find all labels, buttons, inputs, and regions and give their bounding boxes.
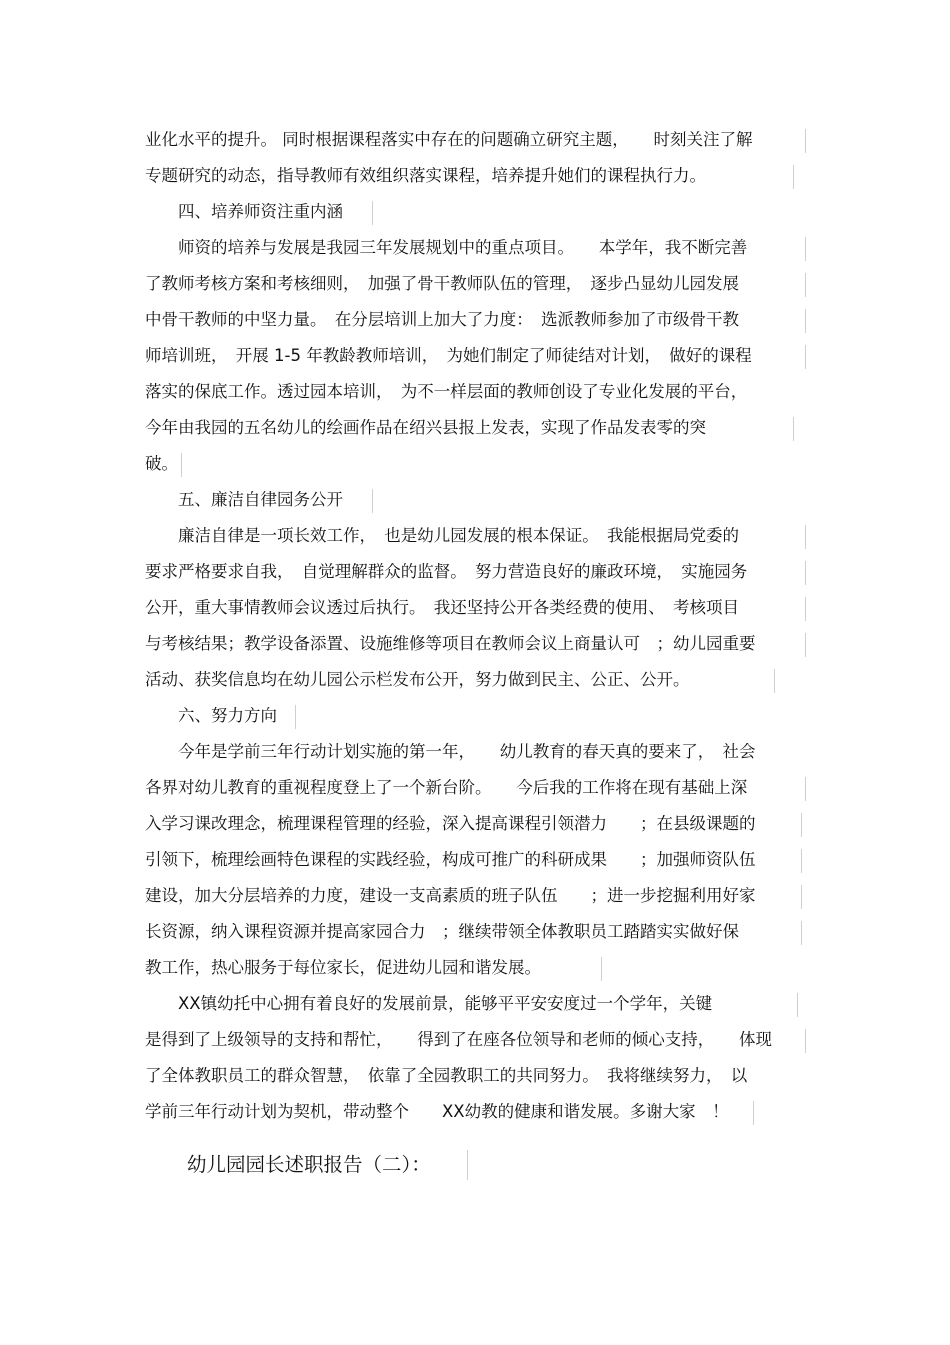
text-line: 长资源，纳入课程资源并提高家园合力 ；继续带领全体教职员工踏踏实实做好保	[145, 915, 739, 949]
section-heading: 五、廉洁自律园务公开	[145, 483, 343, 517]
text-line: 破。	[145, 447, 178, 481]
text-line: 今年由我园的五名幼儿的绘画作品在绍兴县报上发表，实现了作品发表零的突	[145, 411, 706, 445]
text-line: 建设，加大分层培养的力度，建设一支高素质的班子队伍 ；进一步挖掘利用好家	[145, 879, 756, 913]
text-line: 了教师考核方案和考核细则， 加强了骨干教师队伍的管理， 逐步凸显幼儿园发展	[145, 267, 739, 301]
text-line: 师培训班， 开展 1-5 年教龄教师培训， 为她们制定了师徒结对计划， 做好的课程	[145, 339, 752, 373]
text-line: 是得到了上级领导的支持和帮忙， 得到了在座各位领导和老师的倾心支持， 体现	[145, 1023, 772, 1057]
text-line: 学前三年行动计划为契机，带动整个 XX幼教的健康和谐发展。多谢大家 ！	[145, 1095, 729, 1129]
text-line: XX镇幼托中心拥有着良好的发展前景，能够平平安安度过一个学年，关键	[145, 987, 712, 1021]
text-line: 师资的培养与发展是我园三年发展规划中的重点项目。 本学年，我不断完善	[145, 231, 747, 265]
section-heading: 六、努力方向	[145, 699, 277, 733]
text-line: 教工作，热心服务于每位家长，促进幼儿园和谐发展。	[145, 951, 541, 985]
text-line: 入学习课改理念，梳理课程管理的经验，深入提高课程引领潜力 ；在县级课题的	[145, 807, 756, 841]
text-line: 了全体教职员工的群众智慧， 依靠了全园教职工的共同努力。 我将继续努力， 以	[145, 1066, 748, 1085]
text-line: 公开，重大事情教师会议透过后执行。 我还坚持公开各类经费的使用、 考核项目	[145, 591, 739, 625]
text-line: 落实的保底工作。透过园本培训， 为不一样层面的教师创设了专业化发展的平台，	[145, 382, 748, 401]
text-line: 专题研究的动态，指导教师有效组织落实课程，培养提升她们的课程执行力。	[145, 159, 706, 193]
text-line: 引领下，梳理绘画特色课程的实践经验，构成可推广的科研成果 ；加强师资队伍	[145, 843, 756, 877]
text-line: 要求严格要求自我， 自觉理解群众的监督。 努力营造良好的廉政环境， 实施园务	[145, 555, 747, 589]
text-line: 中骨干教师的中坚力量。 在分层培训上加大了力度： 选派教师参加了市级骨干教	[145, 303, 739, 337]
text-line: 廉洁自律是一项长效工作， 也是幼儿园发展的根本保证。 我能根据局党委的	[145, 519, 739, 553]
text-line: 活动、获奖信息均在幼儿园公示栏发布公开，努力做到民主、公正、公开。	[145, 663, 690, 697]
text-line: 与考核结果；教学设备添置、设施维修等项目在教师会议上商量认可 ；幼儿园重要	[145, 627, 756, 661]
text-line: 业化水平的提升。 同时根据课程落实中存在的问题确立研究主题， 时刻关注了解	[145, 123, 753, 157]
text-line: 今年是学前三年行动计划实施的第一年， 幼儿教育的春天真的要来了， 社会	[145, 742, 756, 761]
section-heading: 四、培养师资注重内涵	[145, 195, 343, 229]
text-line: 各界对幼儿教育的重视程度登上了一个新台阶。 今后我的工作将在现有基础上深	[145, 771, 747, 805]
report-title: 幼儿园园长述职报告（二）：	[187, 1146, 431, 1184]
